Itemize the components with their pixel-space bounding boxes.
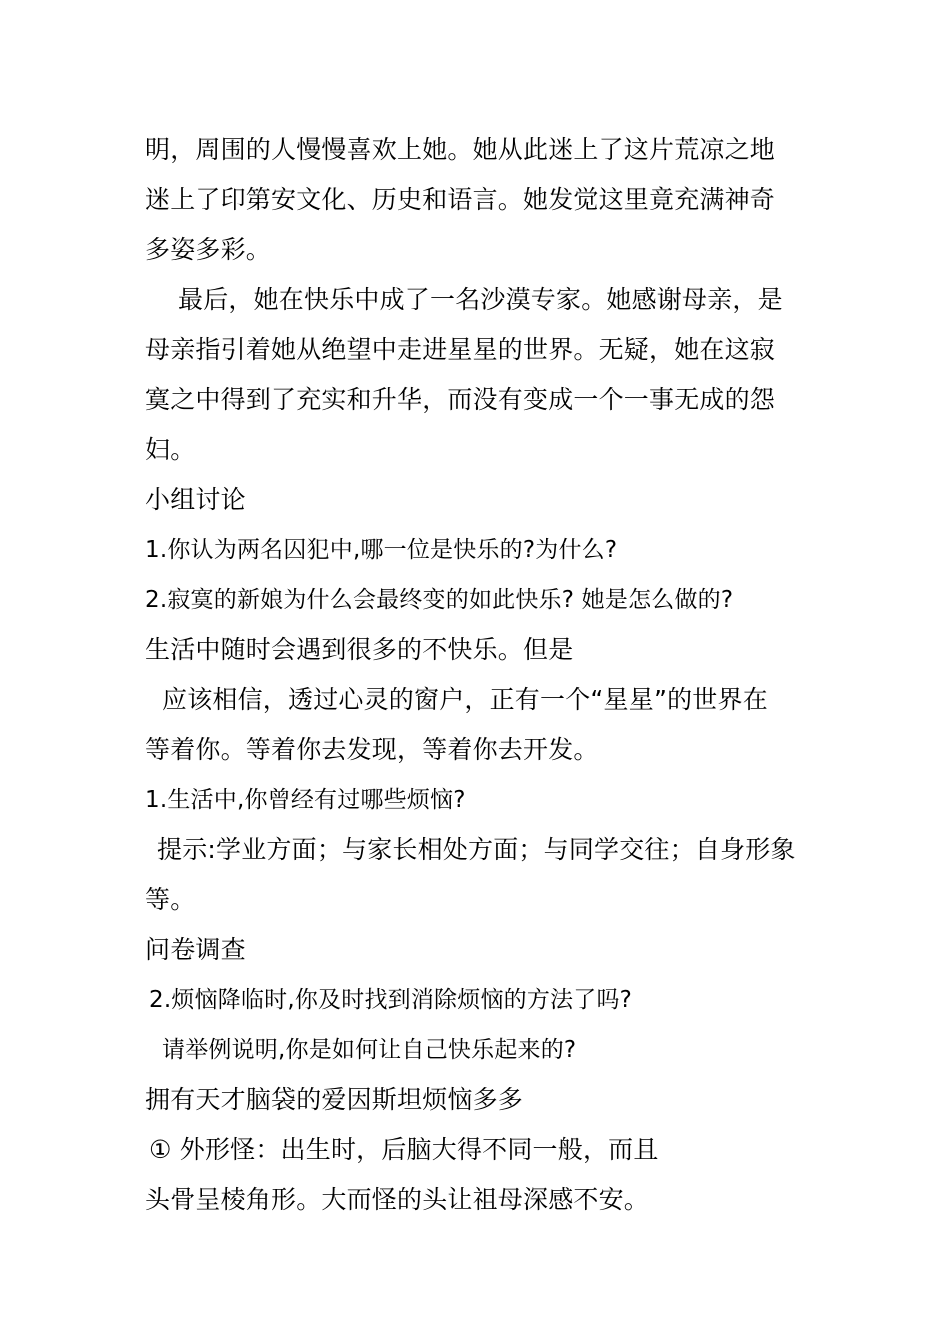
- paragraph-line: 明，周围的人慢慢喜欢上她。她从此迷上了这片荒凉之地: [145, 135, 776, 164]
- paragraph-line: 寞之中得到了充实和升华，而没有变成一个一事无成的怨: [145, 385, 776, 414]
- section-heading: 拥有天才脑袋的爱因斯坦烦恼多多: [145, 1085, 524, 1114]
- paragraph-line: 母亲指引着她从绝望中走进星星的世界。无疑，她在这寂: [145, 335, 776, 364]
- paragraph-line: 头骨呈棱角形。大而怪的头让祖母深感不安。: [145, 1185, 650, 1214]
- paragraph-line: 迷上了印第安文化、历史和语言。她发觉这里竟充满神奇: [145, 185, 776, 214]
- paragraph-line: 应该相信，透过心灵的窗户，正有一个“星星”的世界在: [162, 685, 768, 714]
- section-heading: 问卷调查: [145, 935, 246, 964]
- paragraph-line: 多姿多彩。: [145, 235, 272, 264]
- question-line: 请举例说明,你是如何让自己快乐起来的?: [162, 1037, 577, 1063]
- question-line: 1.生活中,你曾经有过哪些烦恼?: [145, 787, 466, 813]
- list-item: ① 外形怪：出生时，后脑大得不同一般，而且: [149, 1135, 659, 1164]
- paragraph-line: 等。: [145, 885, 196, 914]
- question-line: 2.寂寞的新娘为什么会最终变的如此快乐? 她是怎么做的?: [145, 587, 734, 613]
- section-heading: 小组讨论: [145, 485, 246, 514]
- paragraph-line: 等着你。等着你去发现，等着你去开发。: [145, 735, 599, 764]
- question-line: 2.烦恼降临时,你及时找到消除烦恼的方法了吗?: [149, 987, 633, 1013]
- question-line: 1.你认为两名囚犯中,哪一位是快乐的?为什么?: [145, 537, 618, 563]
- paragraph-line: 最后，她在快乐中成了一名沙漠专家。她感谢母亲，是: [178, 285, 783, 314]
- paragraph-line: 妇。: [145, 435, 196, 464]
- paragraph-line: 生活中随时会遇到很多的不快乐。但是: [145, 635, 574, 664]
- hint-line: 提示:学业方面；与家长相处方面；与同学交往；自身形象: [157, 835, 796, 864]
